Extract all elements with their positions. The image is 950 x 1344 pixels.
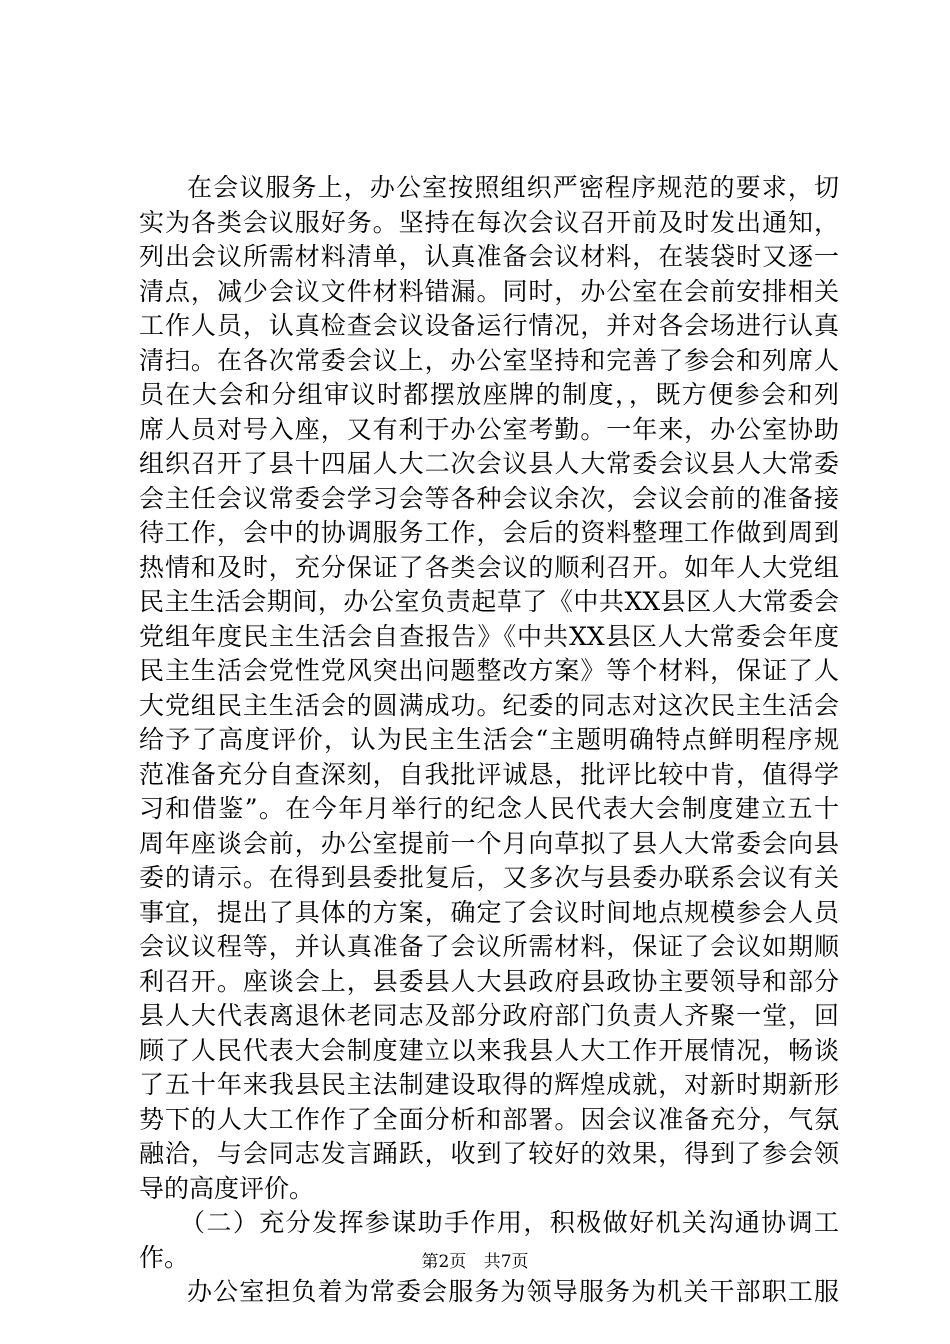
text-line: 工作人员，认真检查会议设备运行情况，并对各会场进行认真 xyxy=(139,311,839,340)
text-line: 在会议服务上，办公室按照组织严密程序规范的要求，切 xyxy=(187,173,839,202)
text-line: 顾了人民代表大会制度建立以来我县人大工作开展情况，畅谈 xyxy=(139,1035,839,1065)
text-line: 清点，减少会议文件材料错漏。同时，办公室在会前安排相关 xyxy=(139,276,839,306)
text-line: 给予了高度评价，认为民主生活会“主题明确特点鲜明程序规 xyxy=(139,725,839,754)
text-line: 势下的人大工作作了全面分析和部署。因会议准备充分，气氛 xyxy=(139,1104,839,1134)
text-line: 导的高度评价。 xyxy=(139,1173,315,1203)
text-line: 党组年度民主生活会自查报告》《中共XX县区人大常委会年度 xyxy=(139,621,839,651)
text-line: 大党组民主生活会的圆满成功。纪委的同志对这次民主生活会 xyxy=(139,690,839,720)
text-line: 县人大代表离退休老同志及部分政府部门负责人齐聚一堂，回 xyxy=(139,1001,839,1030)
page-footer xyxy=(0,1247,950,1272)
text-line: 民主生活会党性党风突出问题整改方案》等个材料，保证了人 xyxy=(139,656,839,685)
text-line: 清扫。在各次常委会议上，办公室坚持和完善了参会和列席人 xyxy=(139,345,839,375)
text-line: 办公室担负着为常委会服务为领导服务为机关干部职工服 xyxy=(187,1277,839,1306)
text-line: 事宜，提出了具体的方案，确定了会议时间地点规模参会人员 xyxy=(139,897,839,927)
text-line: 委的请示。在得到县委批复后，又多次与县委办联系会议有关 xyxy=(139,863,839,892)
text-line: 民主生活会期间，办公室负责起草了《中共XX县区人大常委会 xyxy=(139,587,839,616)
text-line: 融洽，与会同志发言踊跃，收到了较好的效果，得到了参会领 xyxy=(139,1139,839,1168)
text-line: 了五十年来我县民主法制建设取得的辉煌成就，对新时期新形 xyxy=(139,1070,839,1099)
text-line: 待工作，会中的协调服务工作，会后的资料整理工作做到周到 xyxy=(139,518,839,547)
page-number: 第2页 xyxy=(421,1252,467,1272)
text-line: 列出会议所需材料清单，认真准备会议材料，在装袋时又逐一 xyxy=(139,242,839,271)
body-text xyxy=(139,171,839,1310)
section-heading-line: （二）充分发挥参谋助手作用，积极做好机关沟通协调工 xyxy=(180,1208,839,1237)
text-line: 热情和及时，充分保证了各类会议的顺利召开。如年人大党组 xyxy=(139,552,839,582)
text-line: 会议议程等，并认真准备了会议所需材料，保证了会议如期顺 xyxy=(139,932,839,961)
section-heading-line: 作。 xyxy=(139,1242,190,1272)
page-total: 共7页 xyxy=(483,1252,529,1272)
text-line: 周年座谈会前，办公室提前一个月向草拟了县人大常委会向县 xyxy=(139,828,839,858)
text-line: 席人员对号入座，又有利于办公室考勤。一年来，办公室协助 xyxy=(139,414,839,444)
text-line: 范准备充分自查深刻，自我批评诚恳，批评比较中肯，值得学 xyxy=(139,759,839,789)
text-line: 会主任会议常委会学习会等各种会议余次，会议会前的准备接 xyxy=(139,483,839,513)
text-line: 组织召开了县十四届人大二次会议县人大常委会议县人大常委 xyxy=(139,449,839,478)
text-line: 习和借鉴”。在今年月举行的纪念人民代表大会制度建立五十 xyxy=(139,794,839,823)
text-line: 实为各类会议服好务。坚持在每次会议召开前及时发出通知， xyxy=(139,207,839,237)
text-line: 员在大会和分组审议时都摆放座牌的制度，，既方便参会和列 xyxy=(139,380,839,409)
text-line: 利召开。座谈会上，县委县人大县政府县政协主要领导和部分 xyxy=(139,966,839,996)
